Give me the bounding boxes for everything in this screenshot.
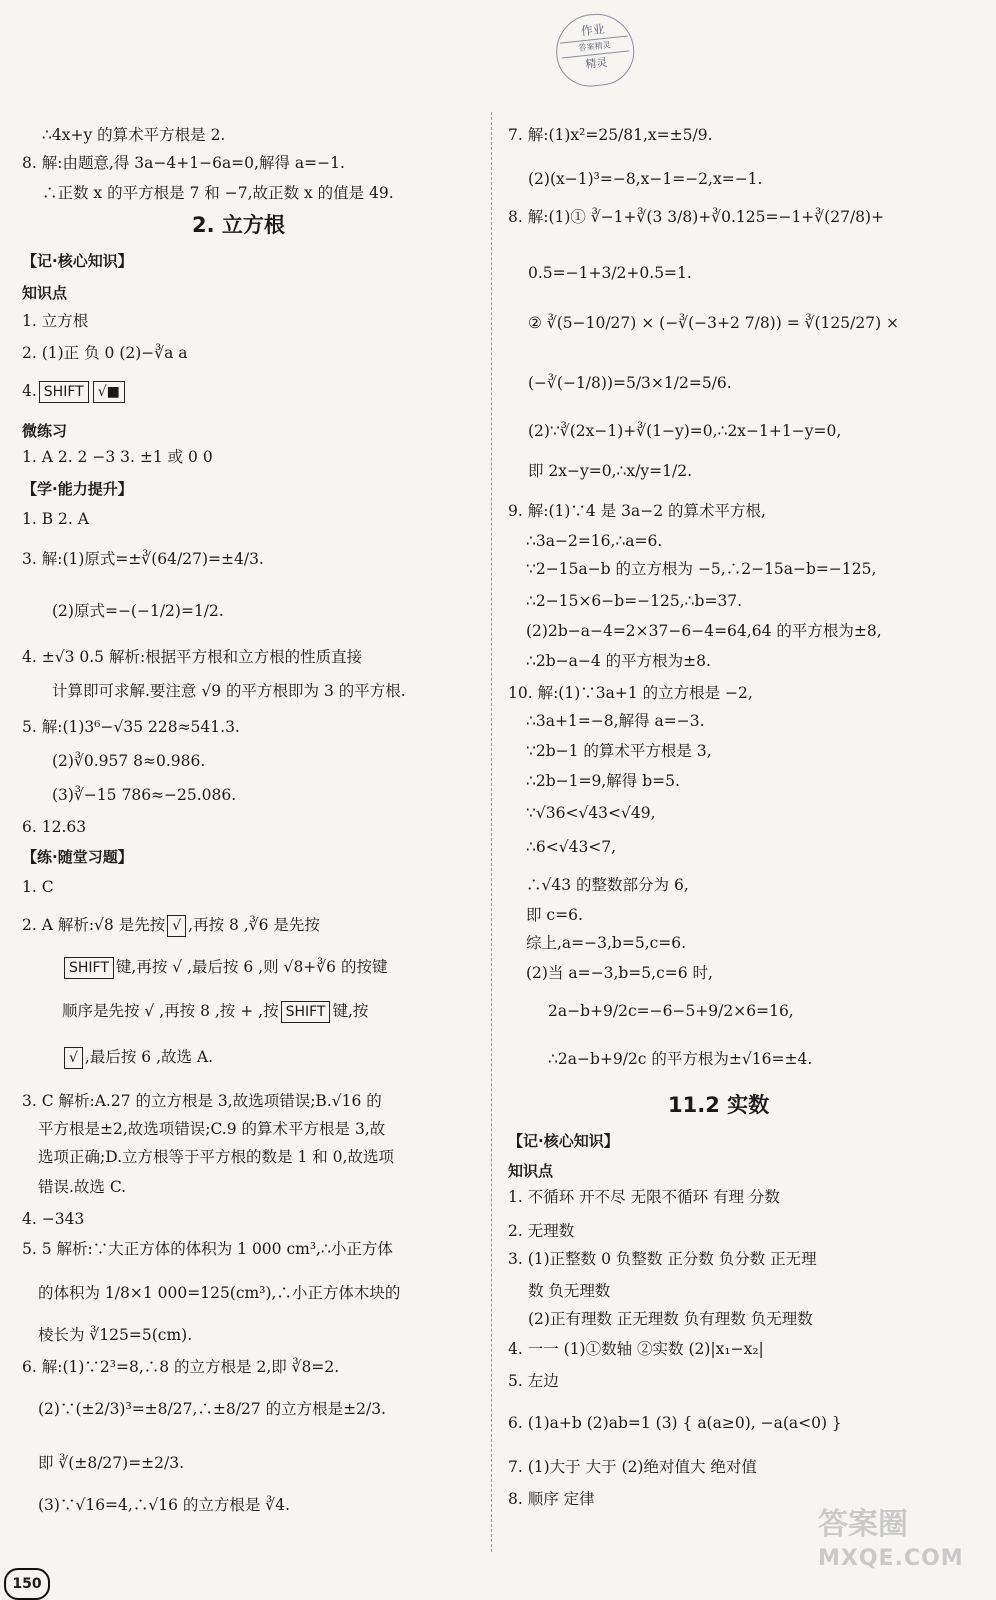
- right-line: [528, 312, 899, 334]
- right-line: [526, 770, 680, 792]
- right-line-text: (2)(x−1)³=−8,x−1=−2,x=−1.: [528, 170, 763, 188]
- left-line: [22, 1208, 84, 1230]
- left-line-text: 5. 5 解析:∵大正方体的体积为 1 000 cm³,∴小正方体: [22, 1240, 393, 1258]
- calculator-key-box: √: [64, 1047, 83, 1069]
- left-line: [38, 1452, 184, 1474]
- right-line-text: ∴3a+1=−8,解得 a=−3.: [526, 712, 705, 730]
- left-line-tail: ,再按 8 ,∛6 是先按: [188, 916, 320, 934]
- left-line: [38, 1176, 126, 1198]
- calculator-key-box: SHIFT: [64, 957, 114, 979]
- left-line-text: 4. −343: [22, 1210, 85, 1228]
- left-line: [22, 310, 88, 332]
- left-line: [22, 548, 264, 570]
- right-line-text: 知识点: [508, 1162, 554, 1180]
- right-line-text: 8. 解:(1)① ∛−1+∛(3 3/8)+∛0.125=−1+∛(27/8)+: [508, 208, 885, 226]
- calculator-key-box: SHIFT: [39, 381, 89, 403]
- right-line: [526, 740, 712, 762]
- right-line: [526, 962, 713, 984]
- right-line-text: (−∛(−1/8))=5/3×1/2=5/6.: [528, 374, 732, 392]
- right-line: [528, 262, 692, 284]
- left-line-text: (3)∛−15 786≈−25.086.: [52, 786, 237, 804]
- right-line-text: 6. (1)a+b (2)ab=1 (3) { a(a≥0), −a(a<0) }: [508, 1414, 842, 1432]
- right-line: [526, 932, 686, 954]
- left-line-text: 2. (1)正 负 0 (2)−∛a a: [22, 344, 188, 362]
- left-line: [22, 876, 54, 898]
- left-line-text: 微练习: [22, 422, 68, 440]
- right-line: [508, 682, 753, 704]
- right-line: [508, 124, 713, 146]
- right-line: [508, 1370, 559, 1392]
- left-line: [62, 1000, 368, 1023]
- left-line: [22, 446, 213, 468]
- right-line: [508, 500, 766, 522]
- right-line-text: 7. 解:(1)x²=25/81,x=±5/9.: [508, 126, 713, 144]
- right-line-text: 11.2 实数: [668, 1093, 770, 1117]
- left-line: [22, 420, 67, 442]
- left-line-text: 4. ±√3 0.5 解析:根据平方根和立方根的性质直接: [22, 648, 363, 666]
- left-line: [22, 282, 67, 304]
- right-line: [526, 558, 876, 580]
- left-line-text: 【练·随堂习题】: [22, 848, 133, 866]
- left-line: [22, 816, 86, 838]
- left-line-tail: ,最后按 6 ,故选 A.: [84, 1048, 214, 1066]
- left-line-text: 计算即可求解.要注意 √9 的平方根即为 3 的平方根.: [52, 682, 406, 700]
- left-line-text: 选项正确;D.立方根等于平方根的数是 1 和 0,故选项: [38, 1148, 394, 1166]
- left-line-text: 1. 立方根: [22, 312, 89, 330]
- right-line: [528, 1308, 813, 1330]
- left-line: [22, 478, 133, 500]
- right-line: [526, 802, 656, 824]
- right-line-text: (2)当 a=−3,b=5,c=6 时,: [526, 964, 713, 982]
- right-line: [528, 372, 732, 394]
- left-line-text: 3. C 解析:A.27 的立方根是 3,故选项错误;B.√16 的: [22, 1092, 382, 1110]
- right-line-text: 即 c=6.: [526, 906, 583, 924]
- right-line-text: 8. 顺序 定律: [508, 1490, 595, 1508]
- right-line: [526, 530, 662, 552]
- right-line: [508, 1488, 595, 1510]
- left-line: [42, 182, 394, 204]
- right-line: [526, 874, 689, 896]
- left-line: [52, 784, 236, 806]
- right-line-text: 1. 不循环 开不尽 无限不循环 有理 分数: [508, 1188, 780, 1206]
- left-line: [22, 716, 240, 738]
- watermark-logo: [818, 1508, 964, 1576]
- left-line-text: 3. 解:(1)原式=±∛(64/27)=±4/3.: [22, 550, 264, 568]
- right-line-text: ② ∛(5−10/27) × (−∛(−3+2 7/8)) = ∛(125/27) ×: [528, 314, 900, 332]
- left-line-text: (2)∛0.957 8≈0.986.: [52, 752, 206, 770]
- right-line-text: (2)2b−a−4=2×37−6−4=64,64 的平方根为±8,: [526, 622, 882, 640]
- right-line: [508, 1338, 764, 1360]
- right-line: [526, 620, 882, 642]
- left-line-text: 1. A 2. 2 −3 3. ±1 或 0 0: [22, 448, 213, 466]
- column-divider: [491, 112, 492, 1552]
- right-line-text: 4. 一一 (1)①数轴 ②实数 (2)|x₁−x₂|: [508, 1340, 764, 1358]
- left-line: [38, 1398, 386, 1420]
- right-line-text: 7. (1)大于 大于 (2)绝对值大 绝对值: [508, 1458, 757, 1476]
- left-line-text: 错误.故选 C.: [38, 1178, 127, 1196]
- right-line-text: ∴2−15×6−b=−125,∴b=37.: [526, 592, 743, 610]
- calculator-key-box: √■: [93, 381, 125, 403]
- right-line: [548, 1048, 812, 1070]
- left-line: [52, 600, 224, 622]
- right-line: [508, 1456, 757, 1478]
- right-line-text: 即 2x−y=0,∴x/y=1/2.: [528, 462, 692, 480]
- watermark-line-1: 答案圈: [818, 1507, 908, 1542]
- stamp-logo: [552, 10, 637, 90]
- stamp-line-2: 答案精灵: [560, 36, 629, 59]
- left-line: [22, 342, 188, 364]
- left-line-text: ∴4x+y 的算术平方根是 2.: [42, 126, 226, 144]
- left-line-text: 知识点: [22, 284, 68, 302]
- right-line: [508, 1220, 574, 1242]
- right-line-text: ∴6<√43<7,: [526, 838, 617, 856]
- right-line: [526, 710, 705, 732]
- right-line-text: ∴3a−2=16,∴a=6.: [526, 532, 663, 550]
- left-line: [22, 646, 362, 668]
- left-line: [62, 956, 387, 979]
- left-line-text: 6. 12.63: [22, 818, 87, 836]
- left-line: [22, 914, 320, 937]
- watermark-line-2: MXQE.COM: [818, 1546, 964, 1571]
- left-line: [22, 152, 345, 174]
- right-line-text: 9. 解:(1)∵4 是 3a−2 的算术平方根,: [508, 502, 766, 520]
- left-line: [52, 750, 205, 772]
- right-line-text: ∵2−15a−b 的立方根为 −5,∴2−15a−b=−125,: [526, 560, 877, 578]
- right-line-text: 综上,a=−3,b=5,c=6.: [526, 934, 687, 952]
- left-line: [42, 124, 225, 146]
- left-line-text: 2. 立方根: [192, 213, 285, 237]
- left-line-text: (2)原式=−(−1/2)=1/2.: [52, 602, 224, 620]
- right-line: [508, 1412, 842, 1434]
- left-line-tail: 键,再按 √ ,最后按 6 ,则 √8+∛6 的按键: [115, 958, 388, 976]
- right-line-text: ∵√36<√43<√49,: [526, 804, 656, 822]
- left-line-text: 8. 解:由题意,得 3a−4+1−6a=0,解得 a=−1.: [22, 154, 345, 172]
- right-line: [528, 420, 841, 442]
- right-line: [528, 168, 762, 190]
- left-line-text: 平方根是±2,故选项错误;C.9 的算术平方根是 3,故: [38, 1120, 386, 1138]
- left-line-text: 5. 解:(1)3⁶−√35 228≈541.3.: [22, 718, 240, 736]
- left-line: [22, 1356, 339, 1378]
- right-line: [508, 1248, 817, 1270]
- left-line-text: (3)∵√16=4,∴√16 的立方根是 ∛4.: [38, 1496, 290, 1514]
- left-line: [38, 1494, 290, 1516]
- left-line: [22, 846, 133, 868]
- stamp-line-1: 作业: [580, 21, 606, 39]
- right-line: [526, 650, 711, 672]
- right-line-text: 2a−b+9/2c=−6−5+9/2×6=16,: [548, 1002, 794, 1020]
- calculator-key-box: √: [167, 915, 186, 937]
- left-line-text: 2. A 解析:√8 是先按: [22, 916, 166, 934]
- right-line-text: ∵2b−1 的算术平方根是 3,: [526, 742, 712, 760]
- left-line-text: 6. 解:(1)∵2³=8,∴8 的立方根是 2,即 ∛8=2.: [22, 1358, 340, 1376]
- right-line-text: 10. 解:(1)∵3a+1 的立方根是 −2,: [508, 684, 753, 702]
- right-line: [528, 1280, 610, 1302]
- left-line-text: 【记·核心知识】: [22, 252, 133, 270]
- right-line: [548, 1000, 794, 1022]
- calculator-key-box: SHIFT: [281, 1001, 331, 1023]
- right-line: [668, 1094, 769, 1116]
- right-line-text: 【记·核心知识】: [508, 1132, 619, 1150]
- left-line: [22, 250, 133, 272]
- page-number: 150: [4, 1568, 50, 1600]
- right-line-text: 0.5=−1+3/2+0.5=1.: [528, 264, 692, 282]
- left-line: [62, 1046, 213, 1069]
- right-line: [528, 460, 692, 482]
- right-line-text: 5. 左边: [508, 1372, 559, 1390]
- right-line: [526, 836, 616, 858]
- right-line: [508, 206, 884, 228]
- left-line-text: 【学·能力提升】: [22, 480, 133, 498]
- left-line-text: (2)∵(±2/3)³=±8/27,∴±8/27 的立方根是±2/3.: [38, 1400, 386, 1418]
- left-line-text: 的体积为 1/8×1 000=125(cm³),∴小正方体木块的: [38, 1284, 401, 1302]
- right-line-text: ∴2b−a−4 的平方根为±8.: [526, 652, 711, 670]
- left-line-text: 1. C: [22, 878, 54, 896]
- left-line: [22, 380, 127, 403]
- left-line: [38, 1146, 394, 1168]
- left-line-text: 即 ∛(±8/27)=±2/3.: [38, 1454, 185, 1472]
- right-line: [508, 1186, 780, 1208]
- right-line-text: 数 负无理数: [528, 1282, 611, 1300]
- left-line-text: 棱长为 ∛125=5(cm).: [38, 1326, 193, 1344]
- left-line: [192, 214, 285, 236]
- left-line: [22, 1090, 382, 1112]
- right-line: [526, 590, 742, 612]
- right-line-text: (2)∵∛(2x−1)+∛(1−y)=0,∴2x−1+1−y=0,: [528, 422, 842, 440]
- left-line: [38, 1118, 385, 1140]
- left-line-text: 顺序是先按 √ ,再按 8 ,按 + ,按: [62, 1002, 279, 1020]
- right-line-text: ∴2b−1=9,解得 b=5.: [526, 772, 680, 790]
- left-line-text: ∴正数 x 的平方根是 7 和 −7,故正数 x 的值是 49.: [42, 184, 394, 202]
- left-line: [52, 680, 406, 702]
- right-line-text: 2. 无理数: [508, 1222, 575, 1240]
- left-line: [38, 1282, 400, 1304]
- right-line-text: 3. (1)正整数 0 负整数 正分数 负分数 正无理: [508, 1250, 817, 1268]
- left-line: [22, 508, 89, 530]
- left-line: [38, 1324, 192, 1346]
- right-line: [508, 1130, 619, 1152]
- left-line-text: 1. B 2. A: [22, 510, 89, 528]
- right-line: [508, 1160, 553, 1182]
- left-line-text: 4.: [22, 382, 37, 400]
- right-line-text: ∴2a−b+9/2c 的平方根为±√16=±4.: [548, 1050, 813, 1068]
- left-line: [22, 1238, 393, 1260]
- right-line-text: (2)正有理数 正无理数 负有理数 负无理数: [528, 1310, 813, 1328]
- left-line-tail: 键,按: [332, 1002, 369, 1020]
- right-line: [526, 904, 583, 926]
- stamp-line-3: 精灵: [584, 55, 609, 72]
- right-line-text: ∴√43 的整数部分为 6,: [526, 876, 689, 894]
